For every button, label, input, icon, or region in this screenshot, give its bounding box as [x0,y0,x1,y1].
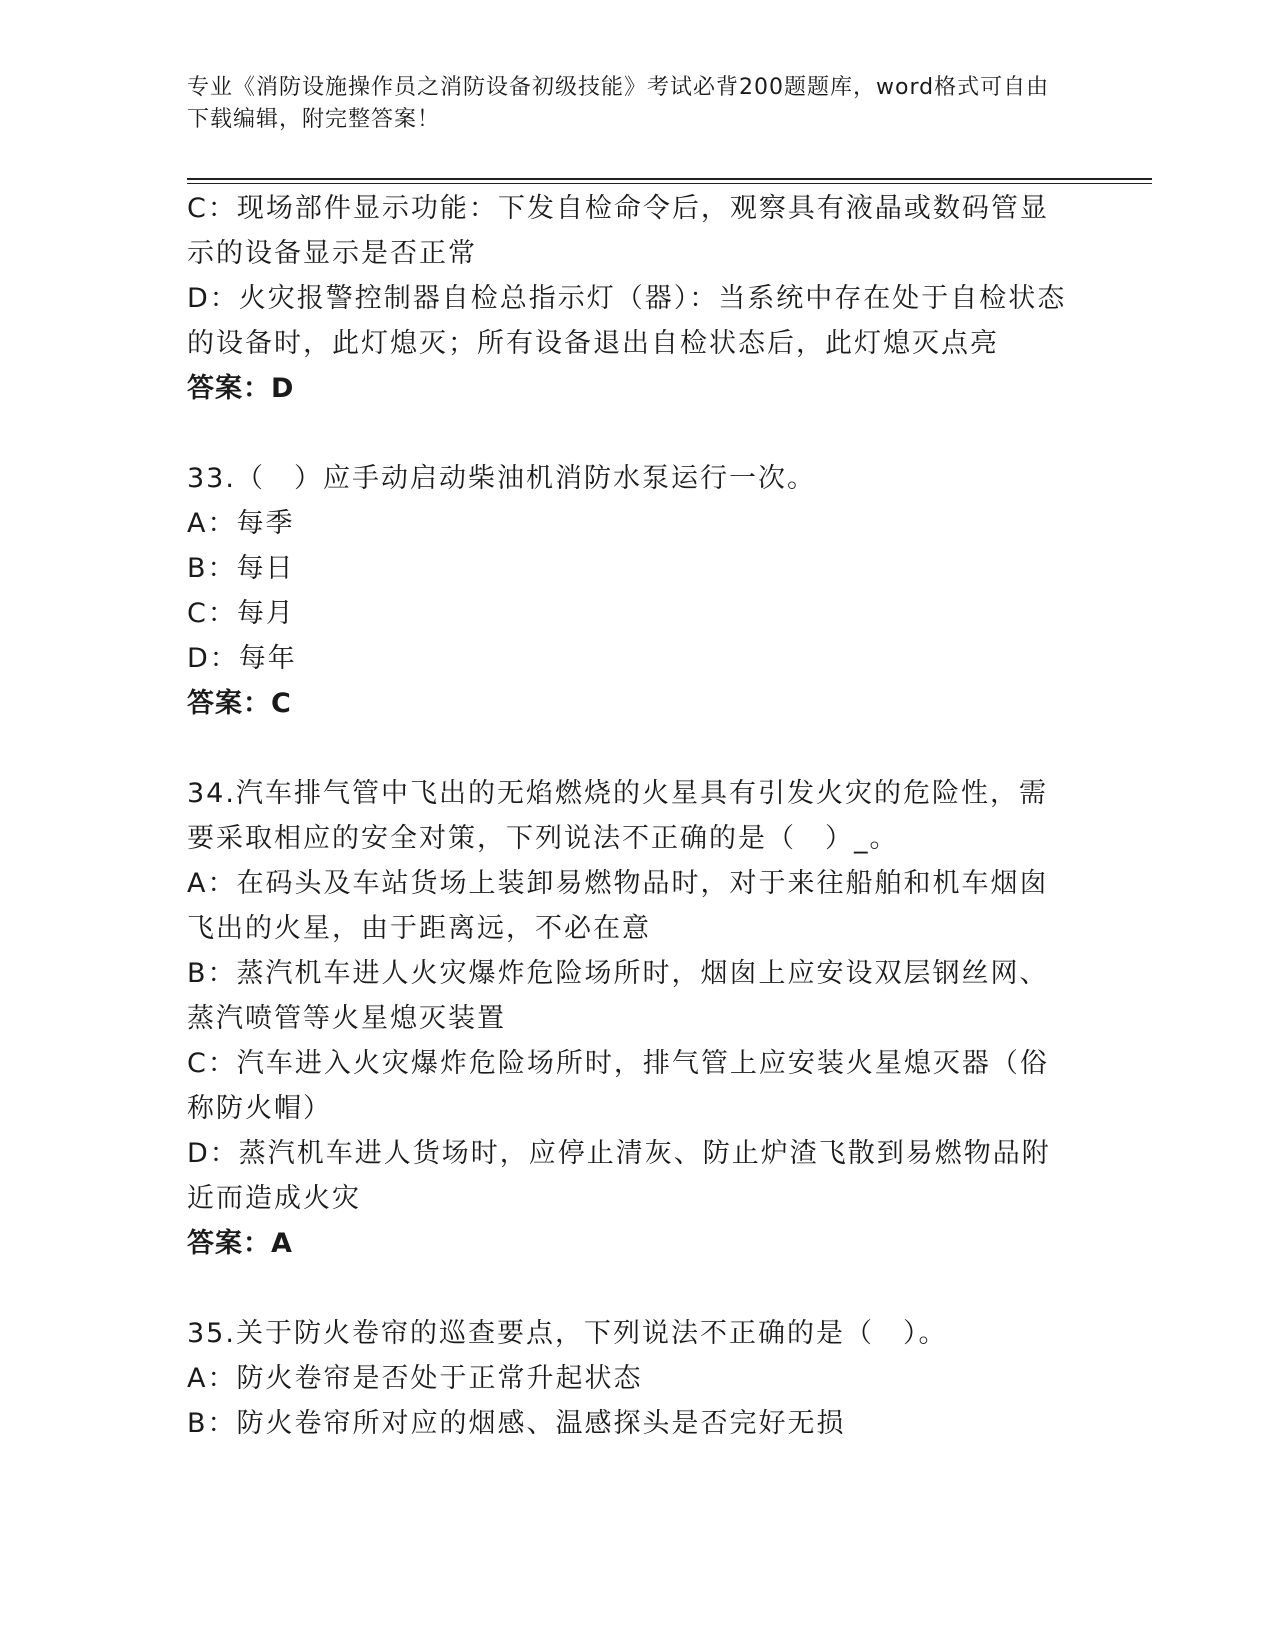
question-34 [187,771,1067,1266]
spacer [187,1266,1067,1311]
question-stem: 34.汽车排气管中飞出的无焰燃烧的火星具有引发火灾的危险性，需要采取相应的安全对策，下列说法不正确的是（ ）_。 [187,778,1048,854]
header-rule-thick [187,178,1152,180]
question-list [187,186,1067,1446]
option-b: B：蒸汽机车进人火灾爆炸危险场所时，烟囱上应安设双层钢丝网、蒸汽喷管等火星熄灭装置 [187,958,1049,1034]
document-title: 专业《消防设施操作员之消防设备初级技能》考试必背200题题库，word格式可自由下载编辑，附完整答案！ [187,75,1050,132]
question-stem: 35.关于防火卷帘的巡查要点，下列说法不正确的是（ ）。 [187,1318,948,1349]
answer: 答案：D [187,373,295,404]
option-d: D：每年 [187,643,297,674]
option-b: B：防火卷帘所对应的烟感、温感探头是否完好无损 [187,1408,846,1439]
option-a: A：每季 [187,508,295,539]
option-c: C：汽车进入火灾爆炸危险场所时，排气管上应安装火星熄灭器（俗称防火帽） [187,1048,1049,1124]
spacer [187,726,1067,771]
question-32-tail [187,186,1067,411]
option-d: D：火灾报警控制器自检总指示灯（器）：当系统中存在处于自检状态的设备时，此灯熄灭；所有设备退出自检状态后，此灯熄灭点亮 [187,283,1067,359]
option-d: D：蒸汽机车进人货场时，应停止清灰、防止炉渣飞散到易燃物品附近而造成火灾 [187,1138,1051,1214]
option-a: A：防火卷帘是否处于正常升起状态 [187,1363,643,1394]
answer: 答案：A [187,1228,293,1259]
header-rule-thin [187,183,1152,184]
answer: 答案：C [187,688,292,719]
question-35 [187,1311,1067,1446]
option-b: B：每日 [187,553,295,584]
document-header [187,72,1067,136]
option-c: C：现场部件显示功能：下发自检命令后，观察具有液晶或数码管显示的设备显示是否正常 [187,193,1049,269]
option-c: C：每月 [187,598,295,629]
spacer [187,411,1067,456]
question-stem: 33.（ ）应手动启动柴油机消防水泵运行一次。 [187,463,816,494]
option-a: A：在码头及车站货场上装卸易燃物品时，对于来往船舶和机车烟囱飞出的火星，由于距离远，不必在意 [187,868,1049,944]
question-33 [187,456,1067,726]
